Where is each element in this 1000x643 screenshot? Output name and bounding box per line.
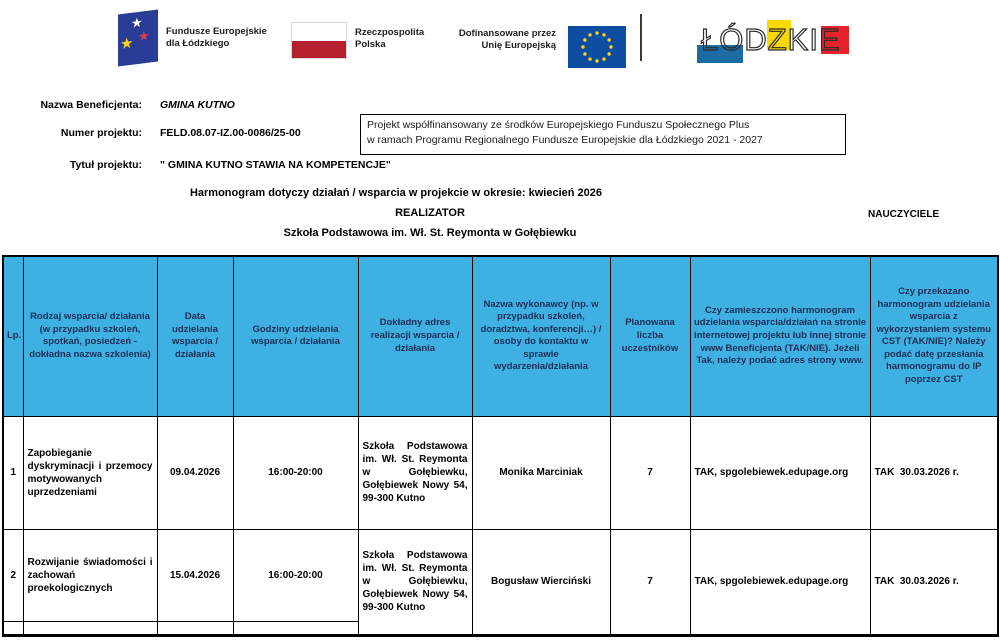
cofinance-note-line2: w ramach Programu Regionalnego Fundusze Europejskie dla Łódzkiego 2021 - 2027: [367, 134, 763, 147]
schedule-table: [2, 255, 999, 637]
logo-divider: [640, 14, 642, 61]
poland-logo-label: [355, 27, 424, 52]
table-row: [3, 529, 998, 621]
poland-flag-icon: [291, 22, 347, 59]
cell-lp: 1: [3, 416, 23, 529]
cell-data: 09.04.2026: [157, 416, 233, 529]
poland-logo: [291, 22, 424, 59]
cell-empty: [233, 621, 358, 635]
beneficiary-label: Nazwa Beneficjenta:: [40, 99, 142, 111]
table-row: [3, 416, 998, 529]
cell-data: 15.04.2026: [157, 529, 233, 621]
cell-wykonawca: Monika Marciniak: [472, 416, 610, 529]
beneficiary-value: GMINA KUTNO: [160, 99, 235, 111]
eu-cofinance-label: [436, 28, 556, 53]
cell-empty: [3, 621, 23, 635]
col-header-lp: Lp.: [3, 256, 23, 416]
col-header-cst: Czy przekazano harmonogram udzielania wsparcia z wykorzystaniem systemu CST (TAK/NIE)? Należy podać datę przesłania harmonogramu do IP poprzez CST: [870, 256, 998, 416]
lodzkie-logo-text: ŁÓDZKIE: [701, 22, 841, 57]
star-icon: ★: [131, 14, 143, 31]
cofinance-note-line1: Projekt współfinansowany ze środków Europejskiego Funduszu Społecznego Plus: [367, 119, 750, 131]
cell-liczba: 7: [610, 529, 690, 635]
star-icon: ★: [120, 34, 134, 54]
cofinance-note-box: [360, 114, 846, 155]
col-header-rodzaj: Rodzaj wsparcia/ działania (w przypadku szkoleń, spotkań, posiedzeń - dokładna nazwa szkolenia): [23, 256, 157, 416]
cell-godziny: 16:00-20:00: [233, 416, 358, 529]
target-group-label: NAUCZYCIELE: [868, 209, 940, 220]
poland-logo-line1: Rzeczpospolita: [355, 27, 425, 38]
project-title-value: " GMINA KUTNO STAWIA NA KOMPETENCJE": [160, 159, 391, 171]
eu-funds-logo: [118, 12, 267, 64]
cell-cst: TAK 30.03.2026 r.: [870, 529, 998, 635]
lodzkie-logo: [695, 18, 855, 68]
col-header-godziny: Godziny udzielania wsparcia / działania: [233, 256, 358, 416]
eu-funds-logo-line1: Fundusze Europejskie: [166, 25, 267, 37]
cell-godziny: 16:00-20:00: [233, 529, 358, 621]
col-header-wykonawca: Nazwa wykonawcy (np. w przypadku szkoleń, doradztwa, konferencji…) / osoby do kontaktu w sprawie wydarzenia/działania: [472, 256, 610, 416]
eu-funds-flag-icon: [118, 10, 158, 67]
realizator-name: Szkoła Podstawowa im. Wł. St. Reymonta w Gołębiewku: [283, 227, 577, 239]
project-title-label: Tytuł projektu:: [69, 159, 142, 171]
eu-funds-logo-line2: dla Łódzkiego: [166, 38, 230, 49]
cell-lp: 2: [3, 529, 23, 621]
cell-adres: Szkoła Podstawowa im. Wł. St. Reymonta w Gołębiewku, Gołębiewek Nowy 54, 99-300 Kutno: [358, 529, 472, 635]
cell-www: TAK, spgolebiewek.edupage.org: [690, 416, 870, 529]
cell-adres: Szkoła Podstawowa im. Wł. St. Reymonta w Gołębiewku, Gołębiewek Nowy 54, 99-300 Kutno: [358, 416, 472, 529]
eu-cofinance-line2: Unię Europejską: [481, 40, 556, 52]
col-header-data: Data udzielania wsparcia / działania: [157, 256, 233, 416]
schedule-period-title: Harmonogram dotyczy działań / wsparcia w projekcie w okresie: kwiecień 2026: [189, 187, 603, 199]
cell-rodzaj: Zapobieganie dyskryminacji i przemocy motywowanych uprzedzeniami: [23, 416, 157, 529]
cell-empty: [23, 621, 157, 635]
cell-empty: [157, 621, 233, 635]
realizator-label: REALIZATOR: [395, 207, 465, 219]
cell-www: TAK, spgolebiewek.edupage.org: [690, 529, 870, 635]
poland-logo-line2: Polska: [355, 39, 386, 51]
col-header-liczba: Planowana liczba uczestników: [610, 256, 690, 416]
eu-cofinance-logo: [436, 26, 626, 68]
eu-flag-icon: [568, 26, 626, 68]
eu-cofinance-line1: Dofinansowane przez: [458, 28, 556, 39]
eu-funds-logo-label: [166, 26, 267, 51]
star-icon: ★: [138, 27, 150, 44]
cell-rodzaj: Rozwijanie świadomości i zachowań proekologicznych: [23, 529, 157, 621]
cell-wykonawca: Bogusław Wierciński: [472, 529, 610, 635]
col-header-www: Czy zamieszczono harmonogram udzielania wsparcia/działań na stronie internetowej projektu lub innej stronie www Beneficjenta (TAK/NIE). Jeżeli Tak, należy podać adres strony www.: [690, 256, 870, 416]
col-header-adres: Dokładny adres realizacji wsparcia / działania: [358, 256, 472, 416]
cell-cst: TAK 30.03.2026 r.: [870, 416, 998, 529]
project-number-label: Numer projektu:: [60, 127, 142, 139]
cell-liczba: 7: [610, 416, 690, 529]
project-number-value: FELD.08.07-IZ.00-0086/25-00: [160, 127, 301, 139]
table-header-row: [3, 256, 998, 416]
